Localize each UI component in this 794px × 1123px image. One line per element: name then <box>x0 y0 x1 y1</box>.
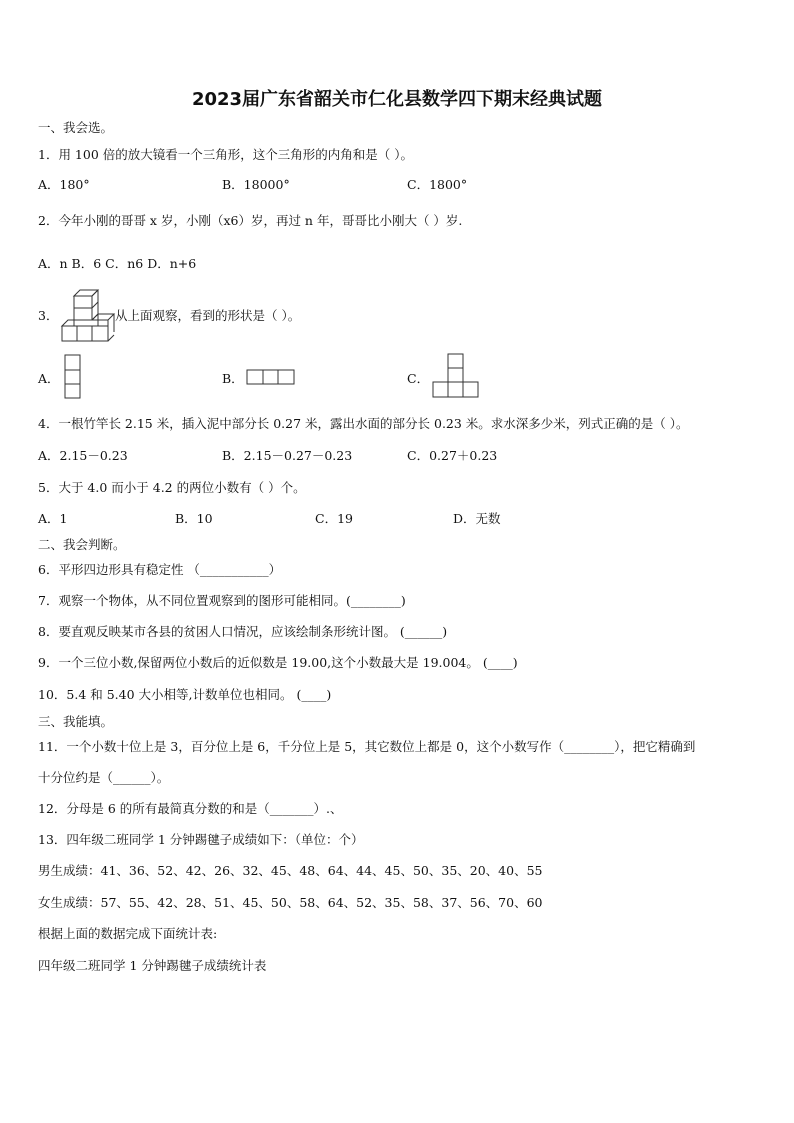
question-12: 12．分母是 6 的所有最简真分数的和是（_______）.、 <box>38 801 343 816</box>
boys-scores: 男生成绩：41、36、52、42、26、32、45、48、64、44、45、50、35、20、40、55 <box>38 863 543 878</box>
question-5-option-d: D．无数 <box>453 511 501 526</box>
question-1-option-c: C．1800° <box>407 177 468 192</box>
question-4-option-c: C．0.27＋0.23 <box>407 448 498 463</box>
question-3-stem: 从上面观察，看到的形状是（ ）。 <box>115 308 301 323</box>
question-11-line-2: 十分位约是（______）。 <box>38 770 170 785</box>
option-a-shape <box>64 354 82 400</box>
question-5-stem: 5．大于 4.0 而小于 4.2 的两位小数有（ ）个。 <box>38 480 306 495</box>
question-1-option-b: B．18000° <box>222 177 290 192</box>
question-10: 10．5.4 和 5.40 大小相等,计数单位也相同。 (____) <box>38 687 332 702</box>
section-heading-choose: 一、我会选。 <box>38 120 114 135</box>
question-4-option-a: A．2.15－0.23 <box>38 448 128 463</box>
girls-scores: 女生成绩：57、55、42、28、51、45、50、58、64、52、35、58、37、56、70、60 <box>38 895 543 910</box>
question-13-stem: 13．四年级二班同学 1 分钟踢毽子成绩如下：（单位：个） <box>38 832 364 847</box>
question-4-option-b: B．2.15－0.27－0.23 <box>222 448 353 463</box>
question-1-option-a: A．180° <box>38 177 90 192</box>
question-2-options: A．n B．6 C．n6 D．n+6 <box>38 256 197 271</box>
question-4-stem: 4．一根竹竿长 2.15 米，插入泥中部分长 0.27 米，露出水面的部分长 0.23 米。求水深多少米，列式正确的是（ ）。 <box>38 416 689 431</box>
section-heading-fill: 三、我能填。 <box>38 714 114 729</box>
question-8: 8．要直观反映某市各县的贫困人口情况，应该绘制条形统计图。 (______) <box>38 624 448 639</box>
page-title: 2023届广东省韶关市仁化县数学四下期末经典试题 <box>191 89 603 110</box>
table-title: 四年级二班同学 1 分钟踢毽子成绩统计表 <box>38 958 267 973</box>
question-3-option-b: B． <box>222 371 244 386</box>
question-5-option-c: C．19 <box>315 511 353 526</box>
question-13-instruction: 根据上面的数据完成下面统计表: <box>38 926 218 941</box>
option-b-shape <box>246 369 296 386</box>
cube-stack-figure <box>60 288 118 344</box>
question-2-stem: 2．今年小刚的哥哥 x 岁，小刚（x6）岁，再过 n 年，哥哥比小刚大（ ）岁. <box>38 213 463 228</box>
question-1-stem: 1．用 100 倍的放大镜看一个三角形，这个三角形的内角和是（ ）。 <box>38 147 413 162</box>
section-heading-judge: 二、我会判断。 <box>38 537 126 552</box>
question-11-line-1: 11．一个小数十位上是 3，百分位上是 6，千分位上是 5，其它数位上都是 0，这个小数写作（________），把它精确到 <box>38 739 696 754</box>
question-7: 7．观察一个物体，从不同位置观察到的图形可能相同。(________) <box>38 593 406 608</box>
question-3-option-a: A． <box>38 371 60 386</box>
question-5-option-a: A．1 <box>38 511 68 526</box>
question-6: 6．平形四边形具有稳定性 （___________） <box>38 562 282 577</box>
question-9: 9．一个三位小数,保留两位小数后的近似数是 19.00,这个小数最大是 19.004。 (____) <box>38 655 518 670</box>
question-5-option-b: B．10 <box>175 511 213 526</box>
question-3-number: 3． <box>38 308 59 323</box>
option-c-shape <box>432 353 480 399</box>
question-3-option-c: C． <box>407 371 430 386</box>
